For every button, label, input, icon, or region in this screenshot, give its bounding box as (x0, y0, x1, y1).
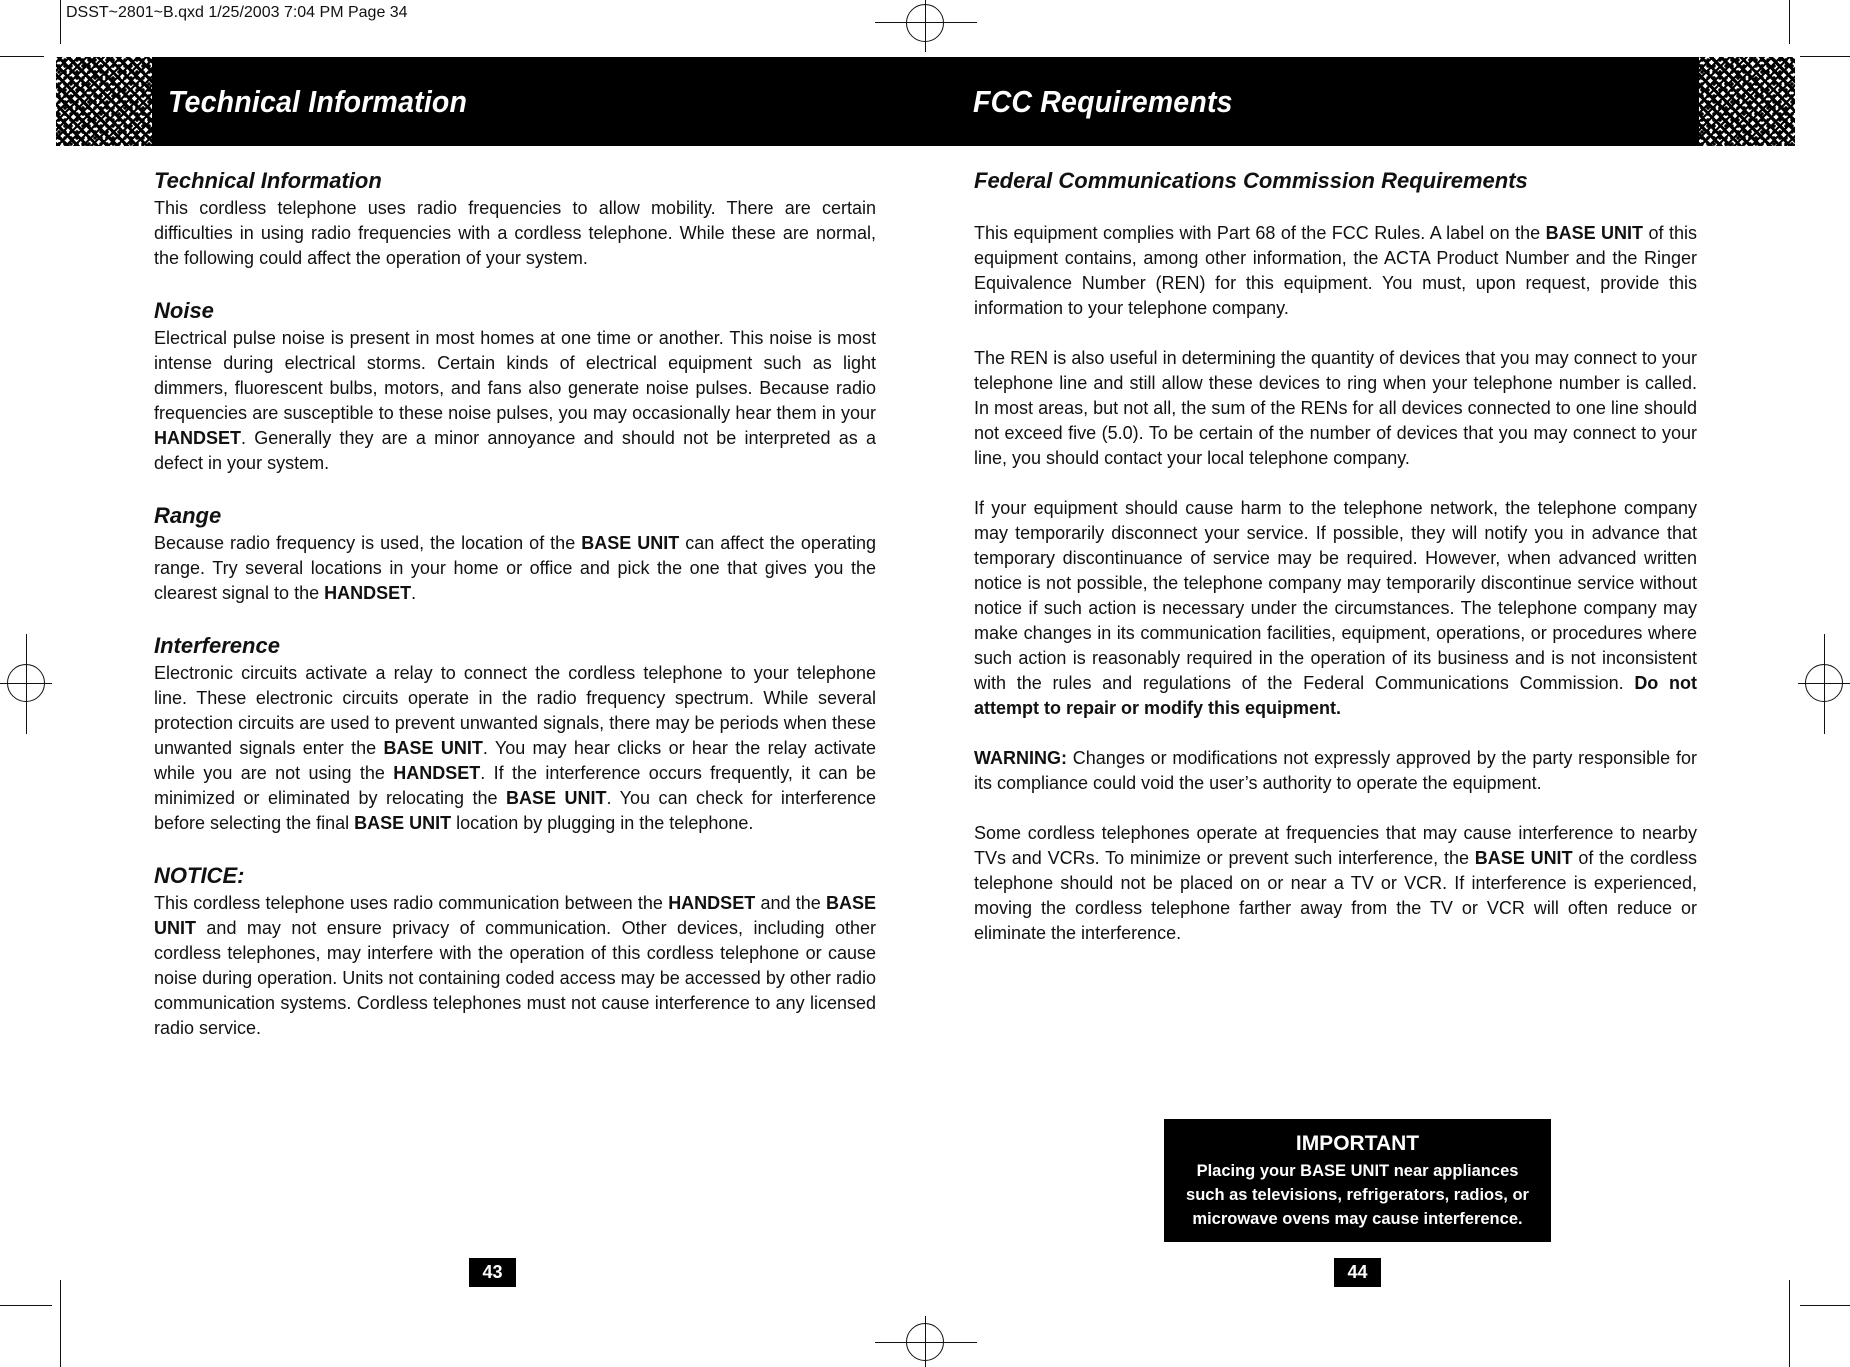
important-body (1164, 1159, 1551, 1231)
section-heading: Technical Information (154, 168, 382, 193)
paragraph-text: This equipment complies with Part 68 of the FCC Rules. A label on the BASE UNIT of this equipment contains, among other information, the ACTA Product Number and the Ringer Equivalence Number (REN) for this equipment. You must, upon request, provide this information to your telephone company. (974, 223, 1697, 318)
registration-mark-right (1805, 664, 1843, 702)
crop-mark (60, 1280, 61, 1367)
section-range (154, 501, 876, 606)
section-notice (154, 861, 876, 1041)
crop-mark (0, 1305, 52, 1306)
section-heading: Range (154, 503, 222, 528)
fcc-paragraph-1 (974, 221, 1697, 321)
section-noise (154, 296, 876, 476)
paragraph-text: If your equipment should cause harm to the telephone network, the telephone company may temporarily disconnect your service. If possible, they will notify you in advance that temporary discontinuance of service may be required. However, when advanced written notice is not possible, the telephone company may temporarily discontinue service without notice if such action is necessary under the circumstances. The telephone company may make changes in its communication facilities, equipment, operations, or procedures where such action is reasonably required in the operation of its business and is not inconsistent with the rules and regulations of the Federal Communications Commission. Do not attempt to repair or modify this equipment. (974, 498, 1697, 718)
header-title-left: Technical Information (168, 84, 468, 119)
crop-mark (60, 0, 61, 44)
crop-mark (1789, 1280, 1790, 1367)
registration-mark-left (7, 664, 45, 702)
section-heading: NOTICE: (154, 863, 245, 888)
fcc-warning (974, 746, 1697, 796)
crop-mark (1800, 56, 1850, 57)
important-title: IMPORTANT (1295, 1132, 1420, 1155)
section-text: Electronic circuits activate a relay to connect the cordless telephone to your telephone line. These electronic circuits operate in the radio frequency spectrum. While several protection circuits are used to prevent unwanted signals, there may be periods when these unwanted signals enter the BASE UNIT. You may hear clicks or hear the relay activate while you are not using the HANDSET. If the interference occurs frequently, it can be minimized or eliminated by relocating the BASE UNIT. You can check for interference before selecting the final BASE UNIT location by plugging in the telephone. (154, 663, 877, 833)
important-line: microwave ovens may cause interference. (1192, 1210, 1523, 1228)
crop-mark (1800, 1305, 1850, 1306)
decorative-pattern-left (56, 57, 152, 146)
crop-mark (0, 56, 44, 57)
section-interference (154, 631, 876, 836)
fcc-paragraph-2 (974, 346, 1697, 471)
page-number-right: 44 (1334, 1258, 1381, 1287)
header-title-right: FCC Requirements (973, 84, 1233, 119)
print-slug: DSST~2801~B.qxd 1/25/2003 7:04 PM Page 34 (66, 4, 408, 21)
section-text: This cordless telephone uses radio frequencies to allow mobility. There are certain difficulties in using radio frequencies with a cordless telephone. While these are normal, the following could affect the operation of your system. (154, 198, 876, 268)
paragraph-text: The REN is also useful in determining the quantity of devices that you may connect to your telephone line and still allow these devices to ring when your telephone number is called. In most areas, but not all, the sum of the RENs for all devices connected to one line should not exceed five (5.0). To be certain of the number of devices that you may connect to your line, you should contact your local telephone company. (974, 348, 1697, 468)
section-text: Electrical pulse noise is present in most homes at one time or another. This noise is most intense during electrical storms. Certain kinds of electrical equipment such as light dimmers, fluorescent bulbs, motors, and fans also generate noise pulses. Because radio frequencies are susceptible to these noise pulses, you may occasionally hear them in your HANDSET. Generally they are a minor annoyance and should not be interpreted as a defect in your system. (154, 328, 876, 473)
section-heading: Federal Communications Commission Requirements (974, 168, 1528, 193)
right-column (974, 166, 1697, 971)
section-technical-information (154, 166, 876, 271)
section-text: Because radio frequency is used, the location of the BASE UNIT can affect the operating range. Try several locations in your home or office and pick the one that gives you the clearest signal to the HANDSET. (154, 533, 876, 603)
page-number-left: 43 (469, 1258, 516, 1287)
paragraph-text: Some cordless telephones operate at frequencies that may cause interference to nearby TVs and VCRs. To minimize or prevent such interference, the BASE UNIT of the cordless telephone should not be placed on or near a TV or VCR. If interference is experienced, moving the cordless telephone farther away from the TV or VCR will often reduce or eliminate the interference. (974, 823, 1697, 943)
fcc-heading-block (974, 166, 1697, 196)
registration-mark-bottom (906, 1323, 944, 1361)
section-text: This cordless telephone uses radio communication between the HANDSET and the BASE UNIT and may not ensure privacy of communication. Other devices, including other cordless telephones, may interfere with the operation of this cordless telephone or cause noise during operation. Units not containing coded access may be accessed by other radio communication systems. Cordless telephones must not cause interference to any licensed radio service. (154, 893, 876, 1038)
paragraph-text: WARNING: Changes or modifications not expressly approved by the party responsible for its compliance could void the user’s authority to operate the equipment. (974, 748, 1697, 793)
important-notice-box (1164, 1119, 1551, 1242)
fcc-paragraph-5 (974, 821, 1697, 946)
section-heading: Noise (154, 298, 214, 323)
important-line: Placing your BASE UNIT near appliances (1196, 1162, 1519, 1180)
registration-mark-top (906, 4, 944, 42)
important-line: such as televisions, refrigerators, radios, or (1186, 1186, 1529, 1204)
crop-mark (1789, 0, 1790, 44)
section-heading: Interference (154, 633, 280, 658)
left-column (154, 166, 876, 1066)
decorative-pattern-right (1699, 57, 1795, 146)
fcc-paragraph-3 (974, 496, 1697, 721)
